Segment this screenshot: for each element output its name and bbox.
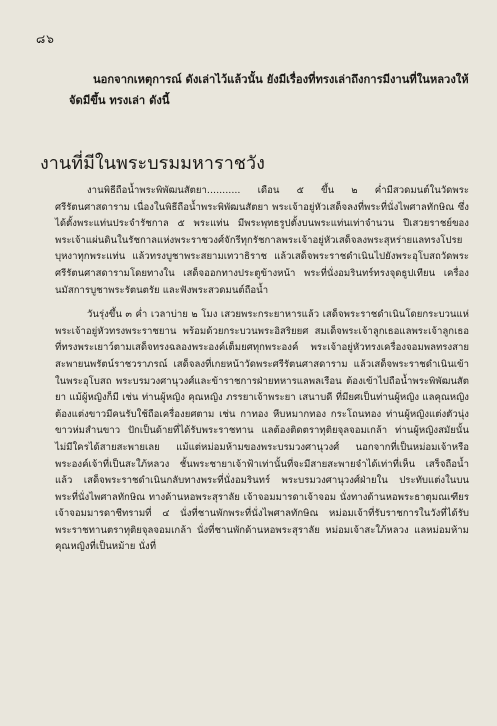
page-number: ๘๖ <box>36 32 55 46</box>
body-paragraph: วันรุ่งขึ้น ๓ ค่ำ เวลาบ่าย ๒ โมง เสวยพระกระยาหารแล้ว เสด็จพระราชดำเนินโดยกระบวนแห่ พระเจ้าอยู่หัวทรงพระราชยาน พร้อมด้วยกระบวนพระอิสริยยศ สมเด็จพระเจ้าลูกเธอแลพระเจ้าลูกเธอ ที่ทรงพระเยาว์ตามเสด็จทรงฉลองพระองค์เต็มยศทุกพระองค์ พระเจ้าอยู่หัวทรงเครื่องจอมพลทรงสายสะพายนพรัตน์ราชวราภรณ์ เสด็จลงที่เกยหน้าวัดพระศรีรัตนศาสดาราม แล้วเสด็จพระราชดำเนินเข้าในพระอุโบสถ พระบรมวงศานุวงศ์และข้าราชการฝ่ายทหารแลพลเรือน ต้องเข้าไปถือน้ำพระพิพัฒนสัตยา แม้ผู้หญิงก็มี เช่น ท่านผู้หญิง คุณหญิง ภรรยาเจ้าพระยา เสนาบดี ที่มียศเป็นท่านผู้หญิง แลคุณหญิง ต้องแต่งขาวมีคนรับใช้ถือเครื่องยศตาม เช่น กาทอง หีบหมากทอง กระโถนทอง ท่านผู้หญิงแต่งตัวนุ่งขาวห่มสำนขาว ปักเป็นด้ายที่ได้รับพระราชทาน แลต้องติดตราทุติยจุลจอมเกล้า ท่านผู้หญิงสมัยนั้นไม่มีใครได้สายสะพายเลย แม้แต่หม่อมห้ามของพระบรมวงศานุวงศ์ นอกจากที่เป็นหม่อมเจ้าหรือพระองค์เจ้าที่เป็นสะใภ้หลวง ชั้นพระชายาเจ้าฟ้าเท่านั้นที่จะมีสายสะพายจำได้เท่าที่เห็น เสร็จถือน้ำแล้ว เสด็จพระราชดำเนินกลับทางพระที่นั่งอมรินทร์ พระบรมวงศานุวงศ์ฝ่ายใน ประทับแต่งในบนพระที่นั่งไพศาลทักษิณ ทางด้านหอพระสุราลัย เจ้าจอมมารดาเจ้าจอม นั่งทางด้านหอพระธาตุมณเฑียร เจ้าจอมมารดาชีทรามที่ ๔ นั่งที่ชานพักพระที่นั่งไพศาลทักษิณ หม่อมเจ้าที่รับราชการในวังที่ได้รับพระราชทานตราทุติยจุลจอมเกล้า นั่งที่ชานพักด้านหอพระสุราลัย หม่อมเจ้าสะใภ้หลวง แลหม่อมห้าม คุณหญิงที่เป็นหม้าย นั่งที่ <box>55 309 469 553</box>
intro-paragraph: นอกจากเหตุการณ์ ดังเล่าไว้แล้วนั้น ยังมีเรื่องที่ทรงเล่าถึงการมีงานที่ในหลวงให้จัดมีขึ้น ทรงเล่า ดังนี้ <box>69 72 469 107</box>
body-text <box>55 183 469 564</box>
body-paragraph: งานพิธีถือน้ำพระพิพัฒนสัตยา........... เดือน ๕ ขึ้น ๒ ค่ำมีสวดมนต์ในวัดพระศรีรัตนศาสดาราม เนื่องในพิธีถือน้ำพระพิพัฒนสัตยา พระเจ้าอยู่หัวเสด็จลงที่พระที่นั่งไพศาลทักษิณ ซึ่งได้ตั้งพระแท่นประจำรัชกาล ๕ พระแท่น มีพระพุทธรูปตั้งบนพระแท่นเท่าจำนวน ปีเสวยราชย์ของพระเจ้าแผ่นดินในรัชกาลแห่งพระราชวงศ์จักรีทุกรัชกาลพระเจ้าอยู่หัวเสด็จลงพระสุหร่ายแลทรงโปรยบุหงาทุกพระแท่น แล้วทรงบูชาพระสยามเทวาธิราช แล้วเสด็จพระราชดำเนินไปยังพระอุโบสถวัดพระศรีรัตนศาสดารามโดยทางใน เสด็จออกทางประตูข้างหน้า พระที่นั่งอมรินทร์ทรงจุดธูปเทียน เครื่องนมัสการบูชาพระรัตนตรัย และฟังพระสวดมนต์ถือน้ำ <box>55 185 469 296</box>
section-heading: งานที่มีในพระบรมมหาราชวัง <box>40 153 265 174</box>
